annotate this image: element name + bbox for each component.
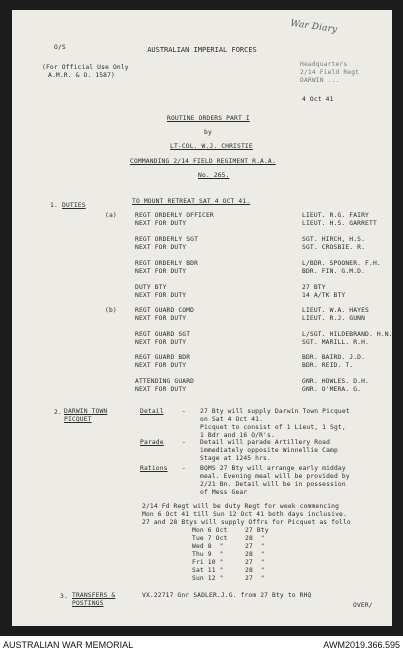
duty-title: REGT ORDERLY SGT	[135, 236, 199, 243]
duty-title: DUTY BTY	[135, 284, 167, 291]
stamp-line-1: Headquarters	[300, 61, 348, 68]
document-date: 4 Oct 41	[302, 96, 334, 103]
section-3-number: 3.	[60, 593, 68, 600]
handwritten-note: War Diary	[289, 18, 338, 36]
section-2-number: 2.	[54, 409, 62, 416]
schedule-day: Sun 12 "	[192, 575, 224, 582]
duty-title-next: NEXT FOR DUTY	[135, 220, 187, 227]
title-command: COMMANDING 2/14 FIELD REGIMENT R.A.A.	[130, 158, 276, 165]
duty-name-next: LIEUT. R.J. GUNN	[302, 315, 366, 322]
over-marker: OVER/	[353, 602, 373, 609]
picquet-para-line: Mon 6 Oct 41 till Sun 12 Oct 41 both days inclusive.	[142, 511, 347, 518]
schedule-day: Tue 7 Oct	[192, 535, 228, 542]
duty-name: LIEUT. W.A. HAYES	[302, 307, 369, 314]
duty-title: REGT GUARD SGT	[135, 331, 191, 338]
official-ref-line: A.M.R. & O. 1587)	[48, 72, 115, 79]
section-3-label-2: POSTINGS	[72, 600, 104, 607]
duty-title: REGT GUARD COMD	[135, 307, 195, 314]
section-1-label: DUTIES	[62, 202, 86, 209]
picquet-item-dash: -	[182, 465, 186, 472]
duty-name: 27 BTY	[302, 284, 326, 291]
duty-name: L/BDR. SPOONER. F.H.	[302, 260, 381, 267]
duty-name: SGT. HIRCH, H.S.	[302, 236, 366, 243]
section-1-number: 1.	[50, 202, 58, 209]
duty-title: REGT GUARD BDR	[135, 354, 191, 361]
picquet-item-line: on Sat 4 Oct 41.	[200, 416, 264, 423]
duty-name: BDR. BAIRD. J.D.	[302, 354, 366, 361]
picquet-item-line: Picquet to consist of 1 Lieut, 1 Sgt,	[200, 424, 346, 431]
picquet-item-line: of Mess Gear	[200, 489, 248, 496]
schedule-day: Sat 11 "	[192, 567, 224, 574]
schedule-bty: 28 "	[245, 567, 265, 574]
duty-title-next: NEXT FOR DUTY	[135, 386, 187, 393]
duty-sub-label: (b)	[105, 307, 117, 314]
schedule-day: Wed 8 "	[192, 543, 224, 550]
schedule-bty: 27 "	[245, 575, 265, 582]
schedule-day: Thu 9 "	[192, 551, 224, 558]
picquet-item-line: 2/21 Bn. Detail will be in possession	[200, 481, 346, 488]
duties-heading: TO MOUNT RETREAT SAT 4 OCT 41.	[132, 198, 251, 205]
schedule-bty: 27 Bty	[245, 527, 269, 534]
section-2-label-1: DARWIN TOWN	[64, 408, 108, 415]
duty-title: REGT ORDERLY OFFICER	[135, 212, 214, 219]
picquet-item-line: Stage at 1245 hrs.	[200, 455, 271, 462]
title-commander: LT-COL. W.J. CHRISTIE	[170, 143, 253, 150]
section-3-label-1: TRANSFERS &	[72, 592, 116, 599]
footer-accession: AWM2019.366.595	[323, 640, 400, 650]
footer-institution: AUSTRALIAN WAR MEMORIAL	[3, 640, 134, 650]
picquet-item-line: BQMS 27 Bty will arrange early midday	[200, 465, 346, 472]
picquet-item-label: Parade	[140, 439, 164, 446]
footer-bar	[0, 636, 403, 653]
stamp-line-2: 2/14 Field Regt	[300, 69, 360, 76]
picquet-para-line: 2/14 Fd Regt will be duty Regt for week commencing	[142, 503, 340, 510]
duty-name-next: SGT. CROSBIE. R.	[302, 244, 366, 251]
duty-name-next: BDR. REID. T.	[302, 362, 354, 369]
duty-title-next: NEXT FOR DUTY	[135, 268, 187, 275]
picquet-item-dash: -	[182, 408, 186, 415]
schedule-bty: 27 "	[245, 543, 265, 550]
document-page	[12, 10, 392, 626]
duty-title-next: NEXT FOR DUTY	[135, 292, 187, 299]
duty-title-next: NEXT FOR DUTY	[135, 362, 187, 369]
duty-sub-label: (a)	[105, 212, 117, 219]
picquet-item-label: Detail	[140, 408, 164, 415]
schedule-day: Fri 10 "	[192, 559, 224, 566]
schedule-bty: 27 "	[245, 559, 265, 566]
schedule-day: Mon 6 Oct	[192, 527, 228, 534]
picquet-item-line: Detail will parade Artillery Road	[200, 439, 331, 446]
duty-name-next: BDR. FIN. G.M.D.	[302, 268, 366, 275]
picquet-item-dash: -	[182, 439, 186, 446]
duty-name-next: LIEUT. H.S. GARRETT	[302, 220, 377, 227]
duty-name: GNR. HOWLES. D.H.	[302, 378, 369, 385]
duty-name: L/SGT. HILDEBRAND. H.N.	[302, 331, 393, 338]
picquet-item-line: meal. Evening meal will be provided by	[200, 473, 350, 480]
official-use-line: (For Official Use Only	[42, 64, 129, 71]
duty-title-next: NEXT FOR DUTY	[135, 315, 187, 322]
duty-name-next: 14 A/TK BTY	[302, 292, 346, 299]
force-heading: AUSTRALIAN IMPERIAL FORCES	[147, 46, 257, 54]
section-2-label-2: PICQUET	[64, 416, 92, 423]
duty-title-next: NEXT FOR DUTY	[135, 339, 187, 346]
duty-title: ATTENDING GUARD	[135, 378, 195, 385]
duty-name-next: SGT. MARILL. R.H.	[302, 339, 369, 346]
schedule-bty: 28 "	[245, 535, 265, 542]
duty-title-next: NEXT FOR DUTY	[135, 244, 187, 251]
picquet-item-line: 27 Bty will supply Darwin Town Picquet	[200, 408, 350, 415]
picquet-item-label: Rations	[140, 465, 168, 472]
picquet-para-line: 27 and 28 Btys will supply Offrs for Picquet as follo	[142, 519, 351, 526]
picquet-item-line: 1 Bdr and 16 O/R's.	[200, 432, 275, 439]
picquet-item-line: immediately opposite Winnellie Camp	[200, 447, 338, 454]
duty-name: LIEUT. R.G. FAIRY	[302, 212, 369, 219]
title-line-1: ROUTINE ORDERS PART I	[167, 115, 250, 122]
stamp-line-3: DARWIN ...	[300, 77, 340, 84]
ref-mark: O/S	[54, 44, 66, 51]
order-number: No. 265.	[198, 172, 230, 179]
duty-name-next: GNR. O'MERA. G.	[302, 386, 362, 393]
title-line-2: by	[204, 129, 212, 136]
duty-title: REGT ORDERLY BDR	[135, 260, 199, 267]
transfer-text: VX.22717 Gnr SADLER.J.G. from 27 Bty to RHQ	[142, 592, 312, 599]
schedule-bty: 28 "	[245, 551, 265, 558]
